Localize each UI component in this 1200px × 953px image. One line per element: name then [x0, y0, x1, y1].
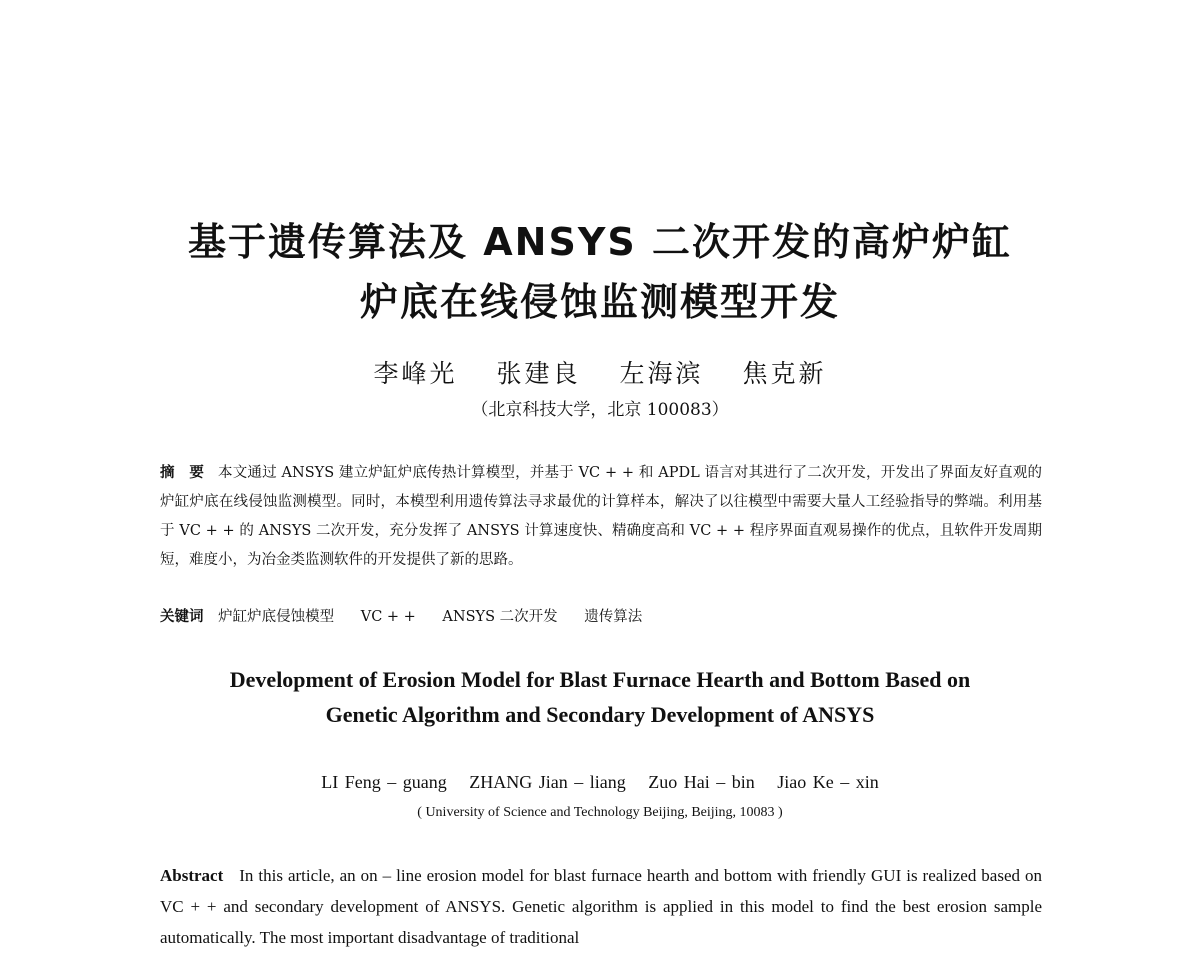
- english-authors: [0, 768, 1200, 796]
- chinese-authors: [0, 356, 1200, 392]
- chinese-author: 左海滨: [619, 359, 704, 388]
- english-author: ZHANG Jian – liang: [469, 772, 626, 792]
- chinese-affiliation: （北京科技大学，北京 100083）: [471, 400, 729, 420]
- english-author: LI Feng – guang: [321, 772, 447, 792]
- keyword: ANSYS 二次开发: [442, 609, 558, 625]
- chinese-abstract: [160, 459, 1042, 575]
- english-abstract: [160, 860, 1042, 953]
- chinese-author: 焦克新: [742, 359, 827, 388]
- english-title: [100, 662, 1100, 732]
- english-author: Jiao Ke – xin: [777, 772, 879, 792]
- english-abstract-text: In this article, an on – line erosion model for blast furnace hearth and bottom with friendly GUI is realized based on VC + + and secondary development of ANSYS. Genetic algorithm is applied in this model to find the best erosion sample automatically. The most important disadvantage of traditional: [160, 866, 1042, 947]
- keyword: 炉缸炉底侵蚀模型: [218, 609, 335, 625]
- chinese-author: 张建良: [496, 359, 581, 388]
- chinese-abstract-label: 摘 要: [160, 465, 205, 481]
- chinese-abstract-text: 本文通过 ANSYS 建立炉缸炉底传热计算模型，并基于 VC + + 和 APDL 语言对其进行了二次开发，开发出了界面友好直观的炉缸炉底在线侵蚀监测模型。同时，本模型利用遗传算法寻求最优的计算样本，解决了以往模型中需要大量人工经验指导的弊端。利用基于 VC + + 的 ANSYS 二次开发，充分发挥了 ANSYS 计算速度快、精确度高和 VC + + 程序界面直观易操作的优点，且软件开发周期短，难度小，为冶金类监测软件的开发提供了新的思路。: [160, 465, 1042, 568]
- keyword: 遗传算法: [584, 609, 643, 625]
- chinese-keywords: [160, 603, 1042, 631]
- english-author: Zuo Hai – bin: [648, 772, 755, 792]
- chinese-title: [0, 212, 1200, 332]
- english-affiliation: ( University of Science and Technology Beijing, Beijing, 10083 ): [417, 805, 783, 820]
- english-title-line-2: Genetic Algorithm and Secondary Development of ANSYS: [325, 702, 875, 727]
- chinese-author: 李峰光: [373, 359, 458, 388]
- chinese-title-line-2: 炉底在线侵蚀监测模型开发: [359, 280, 840, 324]
- english-abstract-label: Abstract: [160, 866, 224, 885]
- chinese-title-line-1: 基于遗传算法及 ANSYS 二次开发的高炉炉缸: [188, 220, 1012, 264]
- english-title-line-1: Development of Erosion Model for Blast Furnace Hearth and Bottom Based on: [229, 667, 971, 692]
- keyword: VC + +: [360, 609, 416, 625]
- chinese-keywords-label: 关键词: [160, 609, 204, 625]
